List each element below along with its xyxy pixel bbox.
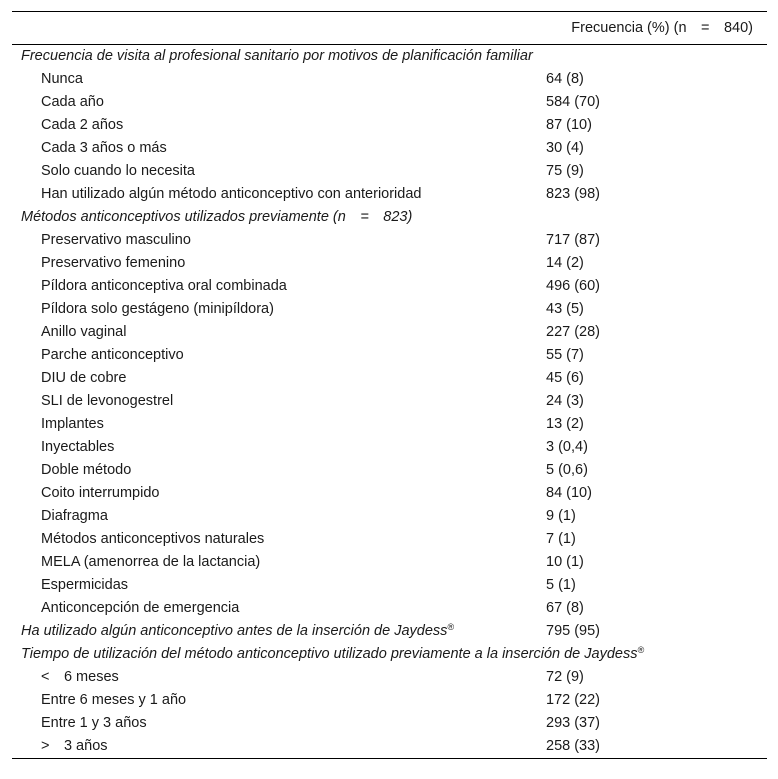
- table-row: [12, 459, 767, 482]
- section-title: [21, 620, 454, 643]
- row-label: Píldora anticonceptiva oral combinada: [41, 278, 287, 294]
- section-value: 795 (95): [546, 623, 601, 639]
- row-value: 172 (22): [546, 692, 601, 708]
- table-row: [12, 137, 767, 160]
- row-value: 9 (1): [546, 508, 576, 524]
- row-value: 10 (1): [546, 554, 584, 570]
- section-title: Frecuencia de visita al profesional sanitario por motivos de planificación familiar: [21, 48, 533, 64]
- section-row-prior-use: [12, 620, 767, 643]
- row-label: MELA (amenorrea de la lactancia): [41, 554, 261, 570]
- row-label: Métodos anticonceptivos naturales: [41, 531, 265, 547]
- row-value: 823 (98): [546, 186, 601, 202]
- section-row-usage-duration: [12, 643, 767, 666]
- row-label: Inyectables: [41, 439, 115, 455]
- row-label: Parche anticonceptivo: [41, 347, 184, 363]
- row-label: Preservativo masculino: [41, 232, 191, 248]
- section-title-text: Ha utilizado algún anticonceptivo antes de la inserción de Jaydess: [21, 623, 448, 639]
- table-row: [12, 505, 767, 528]
- row-label: SLI de levonogestrel: [41, 393, 174, 409]
- row-value: 43 (5): [546, 301, 584, 317]
- table-row: [12, 298, 767, 321]
- row-value: 258 (33): [546, 738, 601, 754]
- frequency-column-header: Frecuencia (%) (n = 840): [571, 20, 753, 36]
- table-row: [12, 689, 767, 712]
- row-value: 293 (37): [546, 715, 601, 731]
- table-row: [12, 597, 767, 620]
- registered-mark: ®: [447, 622, 455, 632]
- table-row: [12, 114, 767, 137]
- row-value: 24 (3): [546, 393, 584, 409]
- row-label: Implantes: [41, 416, 104, 432]
- row-value: 717 (87): [546, 232, 601, 248]
- row-value: 496 (60): [546, 278, 601, 294]
- table-row: [12, 666, 767, 689]
- row-label: Solo cuando lo necesita: [41, 163, 195, 179]
- row-label: Cada año: [41, 94, 104, 110]
- row-value: 75 (9): [546, 163, 584, 179]
- table-row: [12, 275, 767, 298]
- table-row: [12, 735, 767, 758]
- table-row: [12, 321, 767, 344]
- row-label: Entre 6 meses y 1 año: [41, 692, 187, 708]
- row-label: Anillo vaginal: [41, 324, 127, 340]
- table-row: [12, 229, 767, 252]
- table-row: [12, 551, 767, 574]
- row-label: Anticoncepción de emergencia: [41, 600, 240, 616]
- row-value: 5 (1): [546, 577, 576, 593]
- section-row-methods-used: [12, 206, 767, 229]
- row-label: Cada 2 años: [41, 117, 124, 133]
- table-row: [12, 68, 767, 91]
- table-row: [12, 528, 767, 551]
- row-label: Han utilizado algún método anticonceptivo con anterioridad: [41, 186, 422, 202]
- row-label: < 6 meses: [41, 669, 119, 685]
- row-value: 55 (7): [546, 347, 584, 363]
- row-value: 227 (28): [546, 324, 601, 340]
- row-label: Espermicidas: [41, 577, 129, 593]
- table-row: [12, 390, 767, 413]
- table-row: [12, 367, 767, 390]
- row-value: 5 (0,6): [546, 462, 588, 478]
- row-label: Diafragma: [41, 508, 108, 524]
- row-label: Píldora solo gestágeno (minipíldora): [41, 301, 274, 317]
- row-value: 584 (70): [546, 94, 601, 110]
- section-title: Métodos anticonceptivos utilizados previamente (n = 823): [21, 209, 413, 225]
- row-value: 72 (9): [546, 669, 584, 685]
- table-row: [12, 574, 767, 597]
- row-value: 3 (0,4): [546, 439, 588, 455]
- row-value: 84 (10): [546, 485, 592, 501]
- row-label: DIU de cobre: [41, 370, 127, 386]
- table-row: [12, 482, 767, 505]
- section-title-text: Tiempo de utilización del método anticonceptivo utilizado previamente a la inserción de Jaydess: [21, 646, 638, 662]
- section-row-visit-frequency: [12, 45, 767, 68]
- row-value: 45 (6): [546, 370, 584, 386]
- row-value: 14 (2): [546, 255, 584, 271]
- row-label: Nunca: [41, 71, 83, 87]
- row-value: 87 (10): [546, 117, 592, 133]
- row-label: Cada 3 años o más: [41, 140, 167, 156]
- row-label: > 3 años: [41, 738, 108, 754]
- section-title: [21, 643, 644, 666]
- table-header-row: [12, 12, 767, 45]
- table-row: [12, 413, 767, 436]
- table-row: [12, 712, 767, 735]
- table-row: [12, 252, 767, 275]
- contraception-frequency-table: [12, 11, 767, 759]
- table-row: [12, 183, 767, 206]
- row-value: 64 (8): [546, 71, 584, 87]
- table-row: [12, 344, 767, 367]
- row-value: 30 (4): [546, 140, 584, 156]
- row-value: 13 (2): [546, 416, 584, 432]
- row-label: Entre 1 y 3 años: [41, 715, 147, 731]
- registered-mark: ®: [637, 645, 645, 655]
- table-row: [12, 436, 767, 459]
- row-label: Doble método: [41, 462, 132, 478]
- row-label: Coito interrumpido: [41, 485, 160, 501]
- row-label: Preservativo femenino: [41, 255, 186, 271]
- row-value: 7 (1): [546, 531, 576, 547]
- table-row: [12, 91, 767, 114]
- table-row: [12, 160, 767, 183]
- row-value: 67 (8): [546, 600, 584, 616]
